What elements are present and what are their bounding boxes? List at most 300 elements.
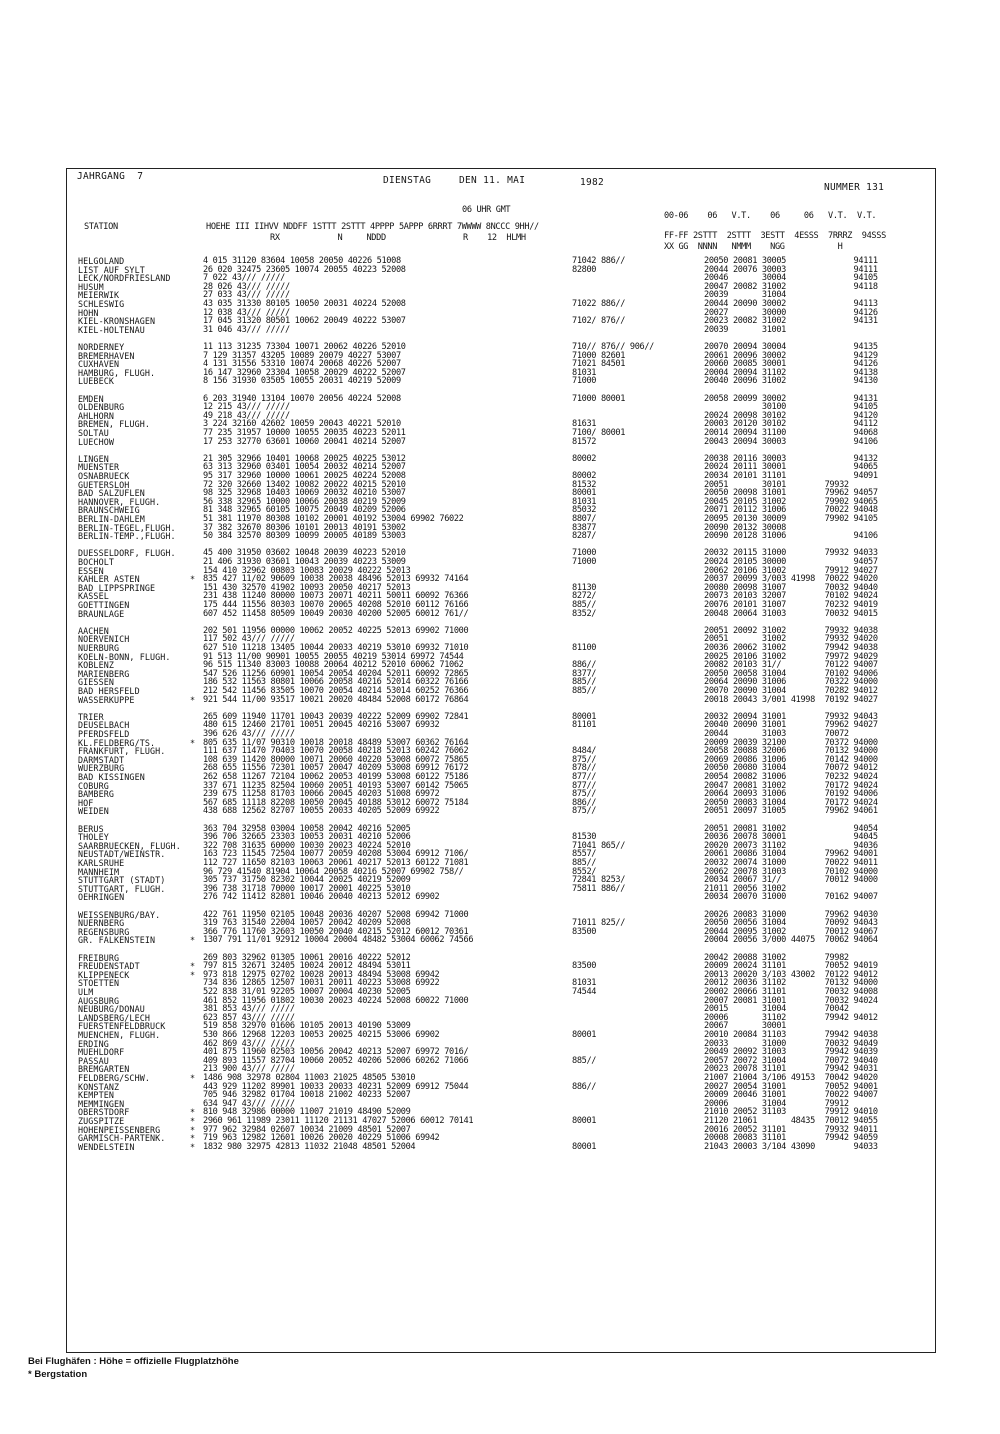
daily-extremes: 21011 20056 31002 [704, 883, 787, 894]
daily-extremes: 20003 20120 30102 94112 [704, 419, 878, 430]
station-name: HOHENPEISSENBERG [78, 1124, 161, 1135]
synop-extra: 71000 [572, 548, 597, 559]
synop-data: 797 815 32671 32405 10024 20012 48494 53011 [203, 961, 411, 972]
station-name: BAD LIPPSPRINGE [78, 582, 156, 593]
synop-extra: 71022 886// [572, 299, 626, 309]
synop-data: 98 325 32968 10403 10069 20032 40210 53007 [203, 488, 406, 499]
station-name: HANNOVER, FLUGH. [78, 496, 161, 507]
daily-extremes: 20009 20039 32100 70372 94000 [704, 737, 878, 748]
synop-data: 973 818 12975 02702 10028 20013 48494 53008 69942 [203, 969, 440, 980]
mountain-station-marker: * [190, 1124, 196, 1135]
station-name: AHLHORN [78, 410, 114, 421]
synop-extra: 85032 [572, 505, 597, 516]
synop-extra: 886// [572, 797, 597, 808]
synop-data: 262 658 11267 72104 10062 20053 40199 53008 60122 75186 [203, 772, 469, 782]
station-name: DEUSELBACH [78, 720, 130, 731]
daily-extremes: 20050 20058 31004 70102 94006 [704, 668, 878, 679]
synop-data: 1832 980 32975 42813 11032 21048 48501 52004 [203, 1141, 416, 1152]
synop-data: 810 948 32986 00000 11007 21019 48490 52009 [203, 1107, 411, 1118]
station-name: ULM [78, 987, 94, 997]
daily-extremes: 20032 20074 31000 70022 94011 [704, 858, 878, 868]
synop-data: 50 384 32570 80309 10099 20005 40189 53003 [203, 531, 406, 542]
station-name: LIST AUF SYLT [78, 264, 145, 275]
station-name: BAD SALZUFLEN [78, 488, 145, 499]
mountain-station-marker: * [190, 1073, 196, 1083]
synop-extra: 83500 [572, 961, 597, 972]
daily-extremes: 20004 20094 31102 94138 [704, 367, 878, 378]
daily-extremes: 20061 20096 30002 94129 [704, 350, 878, 361]
daily-extremes: 20016 20052 31101 79932 94011 [704, 1124, 878, 1135]
station-name: KOELN-BONN, FLUGH. [78, 651, 171, 662]
synop-data: 4 131 31556 53310 10074 20068 40226 52007 [203, 359, 401, 370]
station-name: AUGSBURG [78, 995, 120, 1006]
daily-extremes: 20002 20066 31101 70032 94008 [704, 987, 878, 997]
station-name: FREIBURG [78, 952, 120, 963]
daily-extremes: 20050 20081 30005 94111 [704, 256, 878, 266]
synop-data: 305 737 31750 82302 10044 20025 40219 52009 [203, 875, 411, 886]
year: 1982 [580, 177, 605, 188]
synop-data: 409 893 11557 82704 10060 20052 40206 52006 60262 71066 [203, 1055, 469, 1066]
footer-note-airports: Bei Flughäfen : Höhe = offizielle Flugplatzhöhe [28, 1356, 239, 1367]
synop-extra: 82800 [572, 264, 597, 275]
daily-extremes: 21120 21061 48435 70012 94055 [704, 1116, 878, 1126]
synop-data: 37 382 32670 80306 10101 20013 40191 53002 [203, 522, 406, 533]
nummer: NUMMER 131 [824, 182, 885, 193]
synop-extra: 875// [572, 789, 597, 800]
synop-extra: 8557/ [572, 849, 597, 860]
synop-data: 56 338 32965 10000 10066 20038 40219 52009 [203, 496, 406, 507]
synop-extra: 885// [572, 686, 597, 696]
synop-data: 28 026 43/// ///// [203, 281, 290, 292]
daily-extremes: 20060 20085 30001 94126 [704, 359, 878, 370]
daily-extremes: 20027 30000 94126 [704, 307, 878, 318]
synop-data: 1307 791 11/01 92912 10004 20004 48482 53004 60062 74566 [203, 935, 474, 946]
daily-extremes: 20073 20103 32007 70102 94024 [704, 591, 878, 602]
station-name: HOHN [78, 307, 99, 318]
station-name: PFERDSFELD [78, 729, 130, 739]
daily-extremes: 20039 31004 [704, 290, 787, 301]
station-name: BREMGARTEN [78, 1064, 130, 1075]
mountain-station-marker: * [190, 1133, 196, 1144]
uhr-gmt: 06 UHR GMT [462, 205, 511, 215]
daily-extremes: 20090 20132 30008 [704, 522, 787, 533]
synop-data: 112 727 11650 82103 10063 20061 40217 52013 60122 71081 [203, 858, 469, 868]
station-name: COBURG [78, 780, 109, 791]
daily-extremes: 20009 20024 31101 70052 94019 [704, 961, 878, 972]
synop-extra: 7100/ 80001 [572, 428, 626, 438]
station-name: LUEBECK [78, 376, 114, 387]
synop-data: 363 704 32958 03004 10058 20042 40216 52005 [203, 823, 411, 834]
daily-extremes: 20062 20078 31003 70102 94000 [704, 866, 878, 877]
daily-extremes: 20026 20083 31000 79962 94030 [704, 909, 878, 920]
synop-extra: 71000 82601 [572, 350, 626, 361]
station-name: NUERNBERG [78, 918, 125, 929]
station-name: WEISSENBURG/BAY. [78, 909, 161, 920]
synop-data: 163 723 11545 72504 10077 20059 40208 53004 69912 7106/ [203, 849, 469, 860]
station-name: REGENSBURG [78, 926, 130, 937]
station-name: OBERSTDORF [78, 1107, 130, 1118]
station-name: STOETTEN [78, 978, 120, 989]
synop-data: 623 857 43/// ///// [203, 1012, 295, 1023]
station-name: FRANKFURT, FLUGH. [78, 746, 166, 757]
station-name: GR. FALKENSTEIN [78, 935, 156, 946]
synop-extra: 80002 [572, 471, 597, 481]
synop-extra: 885// [572, 1055, 597, 1066]
synop-data: 213 900 43/// ///// [203, 1064, 295, 1075]
synop-data: 2960 961 11989 23011 11120 21131 47027 52006 60012 70141 [203, 1116, 474, 1126]
station-name: SCHLESWIG [78, 299, 125, 309]
station-name: KOBLENZ [78, 660, 114, 671]
daily-extremes: 20036 20062 31002 79942 94038 [704, 643, 878, 653]
daily-extremes: 20009 20046 31001 70022 94007 [704, 1090, 878, 1101]
daily-extremes: 20064 20093 31006 70192 94006 [704, 789, 878, 800]
station-name: NUERBURG [78, 643, 120, 653]
mountain-station-marker: * [190, 961, 196, 972]
mountain-station-marker: * [190, 574, 196, 585]
daily-extremes: 20046 30004 94105 [704, 273, 878, 284]
station-name: AACHEN [78, 625, 109, 636]
synop-data: 51 381 11970 80308 10102 20001 40192 53004 69902 76022 [203, 514, 464, 524]
station-name: WASSERKUPPE [78, 694, 135, 705]
station-name: THOLEY [78, 832, 109, 843]
station-name: GIESSEN [78, 677, 114, 688]
date: DEN 11. MAI [459, 175, 526, 186]
station-name: LUECHOW [78, 436, 114, 447]
synop-extra: 8287/ [572, 531, 597, 542]
synop-data: 396 706 32665 23303 10053 20031 40210 52006 [203, 832, 411, 843]
synop-extra: 885// [572, 600, 597, 610]
station-name: KLIPPENECK [78, 969, 130, 980]
mountain-station-marker: * [190, 935, 196, 946]
station-name: NEUBURG/DONAU [78, 1004, 145, 1015]
mountain-station-marker: * [190, 1116, 196, 1126]
synop-data: 607 452 11458 80509 10049 20030 40200 52005 60012 761// [203, 608, 469, 619]
synop-data: 45 400 31950 03602 10048 20039 40223 52010 [203, 548, 406, 559]
synop-data: 381 853 43/// ///// [203, 1004, 295, 1015]
synop-extra: 877// [572, 780, 597, 791]
daily-extremes: 20044 31003 70072 [704, 729, 849, 739]
daily-extremes: 20054 20082 31006 70232 94024 [704, 772, 878, 782]
synop-data: 96 729 41540 81904 10064 20058 40216 52007 69902 758// [203, 866, 464, 877]
daily-extremes: 20050 20098 31001 79962 94057 [704, 488, 878, 499]
synop-data: 396 738 31718 70000 10017 20001 40225 53010 [203, 883, 411, 894]
station-name: ZUGSPITZE [78, 1116, 125, 1126]
station-name: KL.FELDBERG/TS. [78, 737, 156, 748]
station-name: BREMEN, FLUGH. [78, 419, 150, 430]
synop-data: 111 637 11470 70403 10070 20058 40218 52013 60242 76062 [203, 746, 469, 757]
synop-data: 519 858 32970 01606 10105 20013 40190 53009 [203, 1021, 411, 1032]
synop-data: 63 313 32960 03401 10054 20032 40214 52007 [203, 462, 406, 473]
daily-extremes: 20007 20081 31001 70032 94024 [704, 995, 878, 1006]
daily-extremes: 20048 20064 31003 70032 94015 [704, 608, 878, 619]
daily-extremes: 20064 20090 31006 70322 94000 [704, 677, 878, 688]
daily-extremes: 20061 20086 31004 79962 94001 [704, 849, 878, 860]
station-name: EMDEN [78, 393, 104, 404]
synop-data: 186 532 11563 80801 10066 20058 40216 52014 60322 76166 [203, 677, 469, 688]
station-name: DUESSELDORF, FLUGH. [78, 548, 176, 559]
station-name: HOF [78, 797, 94, 808]
synop-data: 81 348 32965 60105 10075 20049 40209 52006 [203, 505, 406, 516]
daily-extremes: 20040 20090 31001 79962 94027 [704, 720, 878, 731]
station-name: DARMSTADT [78, 754, 125, 765]
daily-extremes: 20044 20076 30003 94111 [704, 264, 878, 275]
synop-extra: 875// [572, 806, 597, 817]
daily-extremes: 20024 20098 30102 94120 [704, 410, 878, 421]
station-name: NOERVENICH [78, 634, 130, 645]
daily-extremes: 20051 31002 79932 94020 [704, 634, 878, 645]
daily-extremes: 20095 20130 30009 79902 94105 [704, 514, 878, 524]
synop-data: 239 675 11258 81703 10066 20045 40203 51008 69972 [203, 789, 440, 800]
daily-extremes: 20051 20092 31002 79932 94038 [704, 625, 878, 636]
synop-data: 3 224 32160 42602 10059 20043 40221 52010 [203, 419, 401, 430]
station-name: FUERSTENFELDBRUCK [78, 1021, 166, 1032]
right-header-codes: FF-FF 2STTT 2STTT 3ESTT 4ESSS 7RRRZ 94SSS [664, 231, 886, 241]
synop-extra: 83877 [572, 522, 597, 533]
daily-extremes: 21010 20052 31103 79912 94010 [704, 1107, 878, 1118]
station-header: STATION [84, 222, 118, 232]
daily-extremes: 20050 20080 31004 70072 94012 [704, 763, 878, 774]
synop-extra: 81532 [572, 479, 597, 490]
daily-extremes: 20010 20084 31103 79942 94038 [704, 1030, 878, 1040]
station-name: BERLIN-DAHLEM [78, 514, 145, 524]
station-name: BREMERHAVEN [78, 350, 135, 361]
daily-extremes: 20023 20078 31101 79942 94031 [704, 1064, 878, 1075]
synop-data: 977 962 32984 02607 10034 21009 48501 52007 [203, 1124, 411, 1135]
station-name: WUERZBURG [78, 763, 125, 774]
synop-data: 337 671 11235 82504 10060 20051 40193 53007 60142 75065 [203, 780, 469, 791]
synop-extra: 71000 [572, 557, 597, 567]
daily-extremes: 21043 20003 3/104 43090 94033 [704, 1141, 878, 1152]
station-name: MUENSTER [78, 462, 120, 473]
synop-data: 12 215 43/// ///// [203, 402, 290, 413]
synop-extra: 83500 [572, 926, 597, 937]
synop-extra: 710// 876// 906// [572, 342, 655, 352]
synop-extra: 81530 [572, 832, 597, 843]
station-name: KIEL-KRONSHAGEN [78, 316, 156, 327]
synop-extra: 875// [572, 754, 597, 765]
synop-data: 6 203 31940 13104 10070 20056 40224 52008 [203, 393, 401, 404]
daily-extremes: 20051 30101 79932 [704, 479, 849, 490]
synop-data: 522 838 31/01 92205 10007 20004 40230 52005 [203, 987, 411, 997]
mountain-station-marker: * [190, 694, 196, 705]
synop-data: 11 113 31235 73304 10071 20062 40226 52010 [203, 342, 406, 352]
daily-extremes: 20082 20103 31// 70122 94007 [704, 660, 878, 671]
synop-data: 366 776 11760 32603 10050 20040 40215 52012 60012 70361 [203, 926, 469, 937]
station-name: HUSUM [78, 281, 104, 292]
synop-data: 265 609 11940 11701 10043 20039 40222 52009 69902 72841 [203, 711, 469, 722]
daily-extremes: 20037 20099 3/003 41998 70022 94020 [704, 574, 878, 585]
station-name: LANDSBERG/LECH [78, 1012, 150, 1023]
station-name: MANNHEIM [78, 866, 120, 877]
synop-data: 396 626 43/// ///// [203, 729, 295, 739]
synop-extra: 8272/ [572, 591, 597, 602]
synop-data: 835 427 11/02 90609 10038 20038 48496 52013 69932 74164 [203, 574, 469, 585]
synop-extra: 81100 [572, 643, 597, 653]
station-name: SOLTAU [78, 428, 109, 438]
synop-data: 438 688 12562 82707 10055 20033 40205 52009 69922 [203, 806, 440, 817]
synop-extra: 72841 8253/ [572, 875, 626, 886]
station-name: BAMBERG [78, 789, 114, 800]
station-name: LECK/NORDFRIESLAND [78, 273, 171, 284]
station-name: ESSEN [78, 565, 104, 576]
station-name: GOETTINGEN [78, 600, 130, 610]
synop-data: 734 836 12865 12507 10031 20011 40223 53008 69922 [203, 978, 440, 989]
synop-data: 17 253 32770 63601 10060 20041 40214 52007 [203, 436, 406, 447]
station-name: TRIER [78, 711, 104, 722]
daily-extremes: 20051 20097 31005 79962 94061 [704, 806, 878, 817]
synop-data: 72 320 32660 13402 10082 20022 40215 52010 [203, 479, 406, 490]
station-name: PASSAU [78, 1055, 109, 1066]
station-name: BRAUNSCHWEIG [78, 505, 140, 516]
daily-extremes: 20057 20072 31004 70072 94040 [704, 1055, 878, 1066]
synop-extra: 8377/ [572, 668, 597, 679]
station-name: GUETERSLOH [78, 479, 130, 490]
synop-data: 202 501 11956 00000 10062 20052 40225 52013 69902 71000 [203, 625, 469, 636]
synop-extra: 81130 [572, 582, 597, 593]
daily-extremes: 20024 20105 30000 94057 [704, 557, 878, 567]
daily-extremes: 20051 20081 31002 94054 [704, 823, 878, 834]
synop-data: 7 022 43/// ///// [203, 273, 286, 284]
station-name: MEIERWIK [78, 290, 120, 301]
station-name: OSNABRUECK [78, 471, 130, 481]
synop-data: 231 438 11240 80000 10073 20071 40211 50011 60092 76366 [203, 591, 469, 602]
synop-data: 43 035 31330 80105 10050 20031 40224 52008 [203, 299, 406, 309]
synop-extra: 878// [572, 763, 597, 774]
daily-extremes: 20038 20116 30003 94132 [704, 453, 878, 464]
synop-extra: 71000 [572, 376, 597, 387]
daily-extremes: 20040 20096 31002 94130 [704, 376, 878, 387]
synop-data: 4 015 31120 83604 10058 20050 40226 51008 [203, 256, 401, 266]
daily-extremes: 20050 20056 31004 70092 94043 [704, 918, 878, 929]
daily-extremes: 20006 31102 79942 94012 [704, 1012, 878, 1023]
mountain-station-marker: * [190, 969, 196, 980]
daily-extremes: 20008 20083 31101 79942 94059 [704, 1133, 878, 1144]
mountain-station-marker: * [190, 737, 196, 748]
synop-data: 1486 908 32978 02804 11003 21025 48505 53010 [203, 1073, 416, 1083]
synop-data: 175 444 11556 80303 10070 20065 40208 52010 60112 76166 [203, 600, 469, 610]
daily-extremes: 20071 20112 31006 70022 94048 [704, 505, 878, 516]
synop-data: 461 852 11956 01802 10030 20023 40224 52008 60022 71000 [203, 995, 469, 1006]
station-name: KARLSRUHE [78, 858, 125, 868]
station-name: KIEL-HOLTENAU [78, 324, 145, 335]
daily-extremes: 20047 20082 31002 94118 [704, 281, 878, 292]
synop-data: 627 510 11218 13405 10044 20033 40219 53010 69932 71010 [203, 643, 469, 653]
synop-data: 27 033 43/// ///// [203, 290, 290, 301]
daily-extremes: 20058 20099 30002 94131 [704, 393, 878, 404]
station-name: GARMISCH-PARTENK. [78, 1133, 166, 1144]
synop-data: 276 742 11412 82801 10046 20040 40213 52012 69902 [203, 892, 440, 903]
synop-extra: 80001 [572, 488, 597, 499]
synop-extra: 885// [572, 677, 597, 688]
daily-extremes: 20020 20073 31102 94036 [704, 840, 878, 851]
daily-extremes: 20032 20115 31000 79932 94033 [704, 548, 878, 559]
synop-data: 31 046 43/// ///// [203, 324, 290, 335]
synop-data: 268 655 11556 72301 10057 20047 40209 53008 69912 76172 [203, 763, 469, 774]
synop-data: 705 946 32982 01704 10018 21002 40233 52007 [203, 1090, 411, 1101]
synop-extra: 80001 [572, 1030, 597, 1040]
daily-extremes: 20050 20083 31004 70172 94024 [704, 797, 878, 808]
station-name: MUENCHEN, FLUGH. [78, 1030, 161, 1040]
synop-extra: 71021 84501 [572, 359, 626, 370]
synop-data: 319 763 31540 22004 10057 20042 40209 52008 [203, 918, 411, 929]
daily-extremes: 20090 20128 31006 94106 [704, 531, 878, 542]
station-name: NEUSTADT/WEINSTR. [78, 849, 166, 860]
synop-extra: 8552/ [572, 866, 597, 877]
synop-extra: 8352/ [572, 608, 597, 619]
synop-data: 443 929 11202 89901 10033 20033 40231 52009 69912 75044 [203, 1081, 469, 1092]
jahrgang: JAHRGANG 7 [77, 171, 144, 182]
daily-extremes: 20034 20070 31000 70162 94007 [704, 892, 878, 903]
daily-extremes: 20039 31001 [704, 324, 787, 335]
synop-data: 547 526 11256 60901 10054 20054 40204 52011 60092 72865 [203, 668, 469, 679]
synop-data: 719 963 12982 12601 10026 20020 40229 51006 69942 [203, 1133, 440, 1144]
synop-data: 96 515 11340 83003 10088 20064 40212 52010 60062 71062 [203, 660, 464, 671]
mountain-station-marker: * [190, 1141, 196, 1152]
daily-extremes: 20004 20056 3/000 44075 70062 94064 [704, 935, 878, 946]
synop-extra: 877// [572, 772, 597, 782]
station-name: LINGEN [78, 453, 109, 464]
daily-extremes: 20014 20094 31100 94068 [704, 428, 878, 438]
synop-extra: 886// [572, 660, 597, 671]
synop-extra: 71000 80001 [572, 393, 626, 404]
footer-note-mountains: * Bergstation [28, 1369, 88, 1380]
daily-extremes: 20044 20095 31002 70012 94067 [704, 926, 878, 937]
synop-data: 921 544 11/00 93517 10021 20020 48484 52008 60172 76864 [203, 694, 469, 705]
synop-data: 49 218 43/// ///// [203, 410, 290, 421]
synop-extra: 81572 [572, 436, 597, 447]
daily-extremes: 30100 94105 [704, 402, 878, 413]
synop-extra: 8484/ [572, 746, 597, 757]
synop-data: 16 147 32960 23304 10058 20029 40222 52007 [203, 367, 406, 378]
synop-data: 21 305 32966 10401 10068 20025 40225 53012 [203, 453, 406, 464]
synop-data: 462 869 43/// ///// [203, 1038, 295, 1049]
synop-extra: 80001 [572, 1116, 597, 1126]
synop-data: 7 129 31357 43205 10089 20079 40227 53007 [203, 350, 401, 361]
synop-data: 422 761 11950 02105 10048 20036 40207 52008 69942 71000 [203, 909, 469, 920]
daily-extremes: 20034 20067 31// 70012 94000 [704, 875, 878, 886]
daily-extremes: 20070 20090 31004 70282 94012 [704, 686, 878, 696]
synop-data: 269 803 32962 01305 10061 20016 40222 52012 [203, 952, 411, 963]
station-name: KASSEL [78, 591, 109, 602]
synop-extra: 885// [572, 858, 597, 868]
synop-data: 77 235 31957 10000 10055 20035 40223 52011 [203, 428, 406, 438]
daily-extremes: 20013 20020 3/103 43002 70122 94012 [704, 969, 878, 980]
synop-extra: 80002 [572, 453, 597, 464]
synop-data: 530 866 12968 12203 10053 20025 40215 53006 69902 [203, 1030, 440, 1040]
station-name: BOCHOLT [78, 557, 114, 567]
synop-extra: 80001 [572, 711, 597, 722]
daily-extremes: 20044 20090 30002 94113 [704, 299, 878, 309]
synop-extra: 81031 [572, 496, 597, 507]
synop-extra: 71042 886// [572, 256, 626, 266]
right-header-top: 00-06 06 V.T. 06 06 V.T. V.T. [664, 211, 877, 221]
station-name: HELGOLAND [78, 256, 125, 266]
daily-extremes: 20032 20094 31001 79932 94043 [704, 711, 878, 722]
station-name: OLDENBURG [78, 402, 125, 413]
synop-extra: 8807/ [572, 514, 597, 524]
daily-extremes: 20069 20086 31006 70142 94000 [704, 754, 878, 765]
synop-extra: 81031 [572, 978, 597, 989]
daily-extremes: 20023 20082 31002 94131 [704, 316, 878, 327]
station-name: NORDERNEY [78, 342, 125, 352]
station-name: CUXHAVEN [78, 359, 120, 370]
synop-data: 805 635 11/07 90310 10018 20018 48489 53007 60362 76164 [203, 737, 469, 748]
station-name: KAHLER ASTEN [78, 574, 140, 585]
station-name: WEIDEN [78, 806, 109, 817]
synop-data: 117 502 43/// ///// [203, 634, 295, 645]
synop-data: 108 639 11420 80000 10071 20060 40220 53008 60072 75865 [203, 754, 469, 765]
daily-extremes: 20025 20106 31002 79972 94029 [704, 651, 878, 662]
